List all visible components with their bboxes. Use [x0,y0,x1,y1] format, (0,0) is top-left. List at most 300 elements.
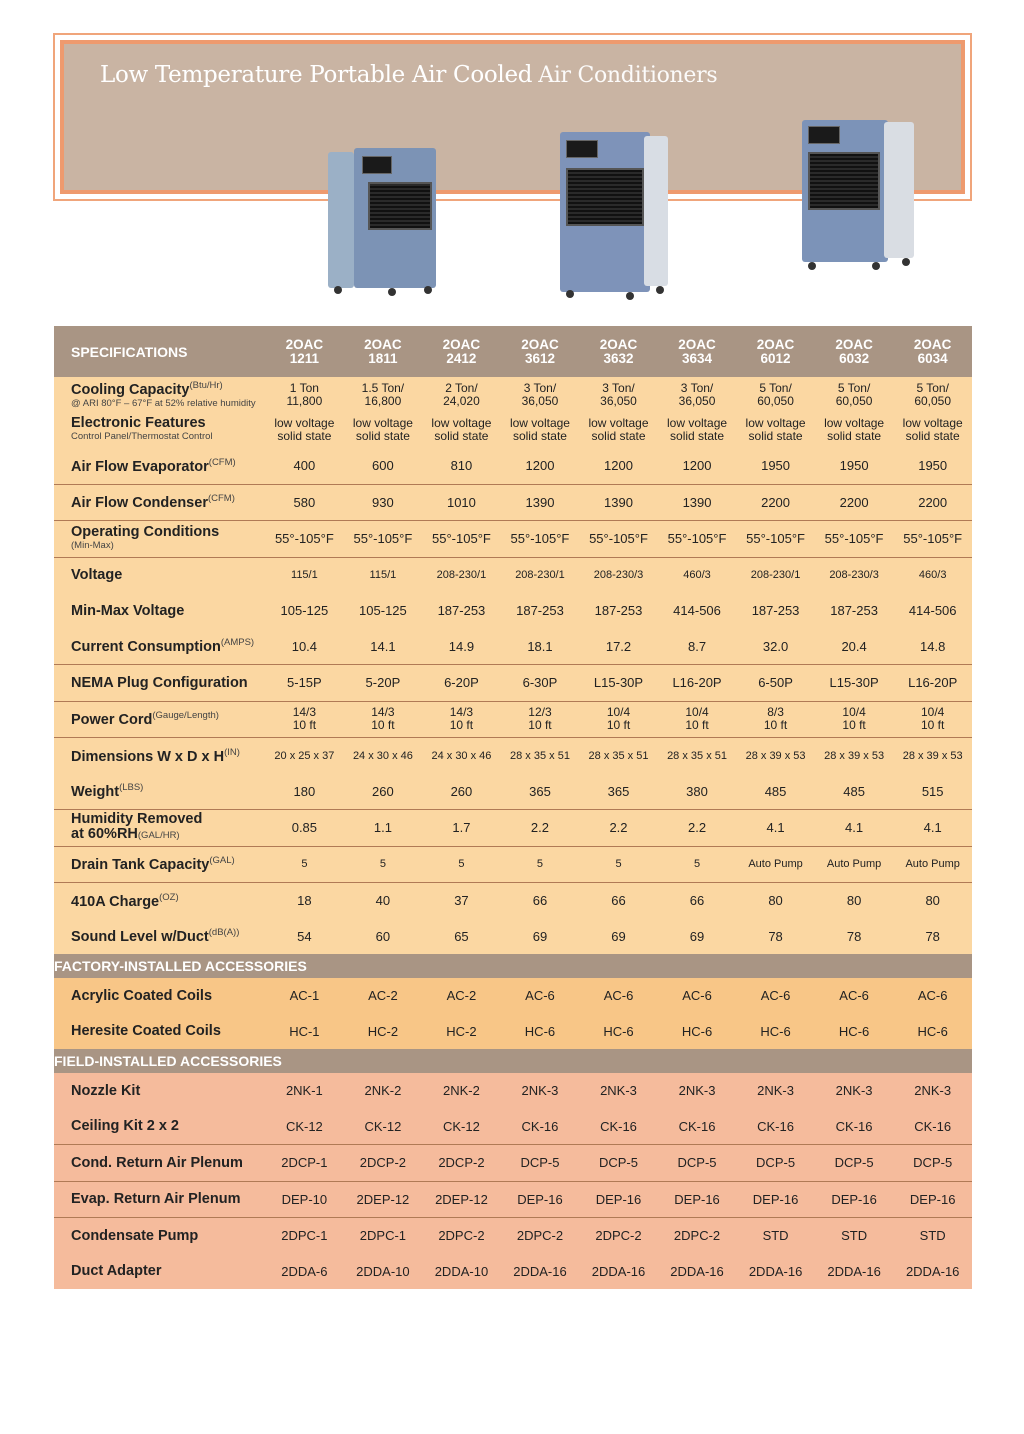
row-label-text: NEMA Plug Configuration [71,674,248,691]
table-cell: 14/3 10 ft [265,701,344,738]
table-cell: 5 Ton/ 60,050 [914,380,952,408]
row-label-text: Air Flow Evaporator [71,458,209,475]
table-cell: 2DDA-16 [748,1263,803,1279]
table-cell: 208-230/1 [736,557,815,593]
row-label [54,377,265,413]
table-cell: 2DDA-16 [513,1263,567,1279]
table-cell: AC-6 [839,988,869,1004]
table-cell: 2DDA-10 [434,1263,489,1279]
row-label [54,738,265,774]
table-cell: 6-30P [501,665,580,702]
table-cell: 580 [265,484,344,521]
row-label-text: Current Consumption [71,639,221,656]
table-cell: 400 [293,458,316,474]
model-number: 1211 [289,350,320,366]
row-label-text: Duct Adapter [71,1263,162,1280]
table-cell: 2DDA-16 [905,1263,960,1279]
table-cell: HC-1 [289,1023,320,1039]
table-cell: 80 [815,883,894,919]
table-cell: 28 x 39 x 53 [815,738,894,774]
table-row [54,1218,972,1254]
table-cell: 28 x 35 x 51 [658,738,737,774]
table-cell: AC-6 [760,988,791,1004]
model-series: 2OAC [913,336,952,352]
table-cell: 180 [293,783,316,799]
table-cell: 55°-105°F [579,521,658,558]
table-cell: CK-16 [835,1118,873,1134]
table-cell: 65 [454,928,469,944]
row-label-text: Power Cord [71,712,153,729]
table-cell: 5 Ton/ 60,050 [835,380,873,408]
table-row [54,810,972,847]
table-cell: 2DDA-10 [356,1263,410,1279]
table-cell: 10/4 10 ft [658,701,737,738]
table-cell: 55°-105°F [893,521,972,558]
row-sublabel: (Min-Max) [71,539,114,551]
table-cell: AC-2 [368,988,398,1004]
row-label [54,978,265,1014]
table-cell: 460/3 [658,557,737,593]
row-unit: (GAL/HR) [137,830,180,842]
table-cell: HC-6 [681,1023,713,1039]
table-cell: 28 x 39 x 53 [893,738,972,774]
table-cell: 1200 [525,458,555,474]
table-cell: 55°-105°F [658,521,737,558]
table-cell: 2DCP-1 [265,1145,344,1182]
table-cell: 1 Ton 11,800 [286,380,323,408]
table-cell: L16-20P [893,665,972,702]
row-unit: (LBS) [119,782,144,794]
model-header [815,326,894,377]
table-cell: 485 [764,783,787,799]
row-label-text: Evap. Return Air Plenum [71,1191,241,1208]
table-cell: 365 [529,783,551,799]
table-cell: 460/3 [893,557,972,593]
table-cell: 10/4 10 ft [815,701,894,738]
row-label-text: Ceiling Kit 2 x 2 [71,1118,179,1135]
table-row [54,665,972,702]
table-row [54,1014,972,1050]
table-row [54,593,972,629]
table-cell: 810 [450,458,473,474]
table-cell: 66 [658,883,737,919]
table-cell: DCP-5 [815,1145,894,1182]
model-number: 3612 [524,350,555,366]
factory-section-header [54,954,972,978]
row-label-text: Air Flow Condenser [71,495,208,512]
table-cell: 2NK-3 [600,1083,637,1099]
table-cell: 5 [265,846,344,883]
table-cell: L16-20P [658,665,737,702]
table-cell: 4.1 [815,810,894,847]
model-series: 2OAC [442,336,481,352]
row-unit: (Btu/Hr) [189,380,223,392]
row-label [54,557,265,593]
model-number: 1811 [368,350,398,366]
table-cell: 187-253 [516,603,564,619]
table-cell: 3 Ton/ 36,050 [521,380,559,408]
table-cell: 1950 [918,458,948,474]
model-header [893,326,972,377]
table-cell: 2DEP-12 [344,1181,423,1218]
table-cell: 930 [344,484,423,521]
table-row [54,774,972,810]
row-label-text: Dimensions W x D x H [71,748,225,765]
model-number: 3632 [603,350,634,366]
table-cell: CK-16 [678,1118,716,1134]
model-series: 2OAC [364,336,402,352]
table-cell: HC-2 [446,1023,477,1039]
table-cell: 28 x 39 x 53 [736,738,815,774]
title-light: Air Conditioners [538,63,718,88]
table-cell: HC-6 [603,1023,634,1039]
table-cell: CK-16 [600,1118,637,1134]
table-cell: 5 [579,846,658,883]
table-header-row [54,326,972,377]
product-image-small [328,148,436,296]
table-row [54,1254,972,1290]
product-image-medium [560,132,668,300]
table-cell: 187-253 [830,603,878,619]
table-cell: 380 [686,783,708,799]
model-series: 2OAC [835,336,873,352]
table-cell: 5 [658,846,737,883]
table-row [54,883,972,919]
table-cell: 2DPC-2 [658,1218,737,1254]
table-cell: 2DPC-2 [501,1218,580,1254]
table-row [54,1109,972,1145]
table-cell: 1200 [682,458,712,474]
table-cell: 187-253 [751,603,800,619]
table-cell: 8.7 [687,638,707,654]
table-cell: 24 x 30 x 46 [344,738,423,774]
table-cell: DEP-16 [736,1181,815,1218]
table-cell: 2 Ton/ 24,020 [443,380,480,408]
table-cell: 2200 [815,484,894,521]
table-cell: 3 Ton/ 36,050 [600,380,637,408]
table-cell: 485 [843,783,865,799]
row-label-text: Nozzle Kit [71,1082,141,1099]
table-cell: HC-6 [524,1023,556,1039]
table-cell: low voltage solid state [667,416,728,444]
table-cell: 54 [297,928,312,944]
table-cell: DEP-16 [893,1181,972,1218]
table-cell: 1390 [501,484,580,521]
table-cell: 2NK-2 [364,1083,402,1099]
table-cell: 55°-105°F [815,521,894,558]
row-label-text: Operating Conditions [71,523,220,540]
table-row [54,738,972,774]
row-unit: (OZ) [159,891,179,903]
model-number: 6032 [839,350,870,366]
table-cell: 80 [736,883,815,919]
model-header [579,326,658,377]
table-cell: low voltage solid state [824,416,885,444]
table-cell: 78 [768,928,783,944]
table-cell: 55°-105°F [344,521,423,558]
table-cell: 187-253 [594,603,643,619]
table-cell: STD [736,1218,815,1254]
table-row [54,484,972,521]
row-label [54,883,265,919]
table-cell: 2DPC-2 [422,1218,501,1254]
table-cell: 55°-105°F [265,521,344,558]
row-label-text: Drain Tank Capacity [71,857,210,874]
table-cell: 515 [921,783,944,799]
table-cell: HC-6 [917,1023,948,1039]
table-cell: 5 [344,846,423,883]
table-cell: 5 Ton/ 60,050 [757,380,794,408]
table-cell: 208-230/3 [579,557,658,593]
row-label-text: Min-Max Voltage [71,602,185,619]
table-cell: 414-506 [908,603,957,619]
table-cell: 2DPC-1 [344,1218,423,1254]
table-cell: 32.0 [762,638,789,654]
table-cell: 2200 [736,484,815,521]
row-label [54,701,265,738]
table-cell: 2NK-3 [757,1083,794,1099]
table-cell: 14.1 [370,638,396,654]
table-cell: AC-6 [917,988,948,1004]
table-cell: 10/4 10 ft [579,701,658,738]
table-row [54,1181,972,1218]
table-cell: STD [893,1218,972,1254]
row-label [54,1073,265,1109]
row-label-text: Sound Level w/Duct [71,929,209,946]
table-row [54,846,972,883]
model-number: 3634 [682,350,713,366]
table-row [54,629,972,665]
table-cell: 14.9 [448,638,475,654]
section-heading: FIELD-INSTALLED ACCESSORIES [54,1049,972,1073]
table-cell: CK-12 [285,1118,323,1134]
row-label [54,448,265,484]
table-cell: Auto Pump [815,846,894,883]
table-cell: 78 [846,928,862,944]
row-label-text: Acrylic Coated Coils [71,987,213,1004]
table-cell: 2DDA-16 [591,1263,646,1279]
table-cell: HC-6 [838,1023,870,1039]
table-cell: 78 [925,928,940,944]
model-header [658,326,737,377]
row-label [54,593,265,629]
table-cell: 2200 [893,484,972,521]
table-cell: 80 [893,883,972,919]
row-label [54,810,265,847]
table-cell: DEP-16 [501,1181,580,1218]
row-label [54,1254,265,1290]
table-cell: low voltage solid state [352,416,413,444]
table-cell: 28 x 35 x 51 [501,738,580,774]
table-cell: 4.1 [736,810,815,847]
table-cell: 37 [422,883,501,919]
table-cell: 1390 [579,484,658,521]
table-cell: 60 [375,928,391,944]
row-label-text: Cond. Return Air Plenum [71,1154,243,1171]
table-cell: 2DCP-2 [344,1145,423,1182]
table-cell: HC-2 [367,1023,399,1039]
table-cell: 2DEP-12 [422,1181,501,1218]
table-cell: 6-20P [422,665,501,702]
table-cell: 18.1 [527,638,553,654]
model-number: 2412 [446,350,477,366]
table-cell: DCP-5 [579,1145,658,1182]
row-label-text: Weight [71,784,120,801]
table-cell: low voltage solid state [431,416,492,444]
row-label [54,919,265,955]
table-cell: 2DDA-6 [281,1263,328,1279]
table-cell: 69 [689,928,705,944]
table-cell: 2.2 [579,810,658,847]
row-label [54,774,265,810]
table-row [54,448,972,484]
model-series: 2OAC [521,336,559,352]
table-cell: 1010 [422,484,501,521]
table-cell: 6-50P [736,665,815,702]
row-unit: (CFM) [207,493,235,505]
row-label [54,1014,265,1050]
table-cell: 115/1 [265,557,344,593]
row-unit: (GAL) [209,855,235,867]
table-row [54,521,972,558]
table-cell: 2NK-2 [443,1083,480,1099]
table-cell: 2DDA-16 [670,1263,724,1279]
table-cell: L15-30P [579,665,658,702]
table-cell: 10.4 [291,638,318,654]
title-bold: Low Temperature Portable Air Cooled [100,62,533,88]
section-heading: FACTORY-INSTALLED ACCESSORIES [54,954,972,978]
table-cell: 2DPC-1 [265,1218,344,1254]
table-cell: DCP-5 [501,1145,580,1182]
table-row [54,978,972,1014]
table-cell: 14.8 [920,638,946,654]
row-unit: (IN) [224,746,240,758]
table-cell: CK-16 [914,1118,952,1134]
table-cell: 2NK-3 [835,1083,873,1099]
table-cell: 600 [372,458,394,474]
row-label-text: Humidity Removed [71,811,203,828]
table-cell: 1200 [604,458,633,474]
table-cell: 17.2 [605,638,632,654]
row-unit: (CFM) [208,456,236,468]
table-cell: 12/3 10 ft [501,701,580,738]
table-cell: 8/3 10 ft [736,701,815,738]
table-cell: STD [815,1218,894,1254]
specifications-heading: SPECIFICATIONS [71,343,188,360]
table-cell: low voltage solid state [745,416,806,444]
model-header [422,326,501,377]
table-cell: 69 [611,928,626,944]
table-cell: 2NK-3 [914,1083,952,1099]
table-cell: 5 [422,846,501,883]
table-row [54,413,972,449]
row-label-text: 410A Charge [71,893,160,910]
table-cell: 2DCP-2 [422,1145,501,1182]
field-section-header [54,1049,972,1073]
model-series: 2OAC [285,336,324,352]
table-cell: 18 [265,883,344,919]
table-cell: DCP-5 [658,1145,737,1182]
row-label [54,1145,265,1182]
table-cell: 5-15P [265,665,344,702]
table-cell: 4.1 [893,810,972,847]
table-cell: DCP-5 [736,1145,815,1182]
table-row [54,701,972,738]
table-cell: 2.2 [658,810,737,847]
row-unit: (AMPS) [220,637,255,649]
table-cell: 2NK-1 [285,1083,323,1099]
model-series: 2OAC [599,336,638,352]
table-cell: 1950 [761,458,791,474]
table-cell: 2DPC-2 [579,1218,658,1254]
row-sublabel: @ ARI 80°F – 67°F at 52% relative humidity [71,398,256,410]
table-cell: low voltage solid state [509,416,570,444]
table-cell: 105-125 [280,603,329,619]
table-cell: 365 [607,783,630,799]
table-cell: AC-6 [603,988,634,1004]
model-number: 6012 [760,350,791,366]
table-cell: 2.2 [501,810,580,847]
row-unit: (Gauge/Length) [152,710,219,722]
table-cell: DEP-16 [579,1181,658,1218]
model-series: 2OAC [756,336,795,352]
row-label [54,665,265,702]
table-cell: 187-253 [437,603,486,619]
table-cell: AC-6 [682,988,712,1004]
table-row [54,1145,972,1182]
model-number: 6034 [917,350,948,366]
table-cell: 2NK-3 [521,1083,559,1099]
model-header [344,326,423,377]
table-cell: 5-20P [344,665,423,702]
row-sublabel: Control Panel/Thermostat Control [71,431,213,443]
table-cell: CK-16 [521,1118,559,1134]
table-cell: 20 x 25 x 37 [265,738,344,774]
table-cell: 260 [450,783,473,799]
table-cell: AC-2 [446,988,477,1004]
row-label-text-2: at 60%RH [71,826,138,843]
row-label [54,629,265,665]
table-row [54,919,972,955]
table-cell: low voltage solid state [902,416,963,444]
table-cell: low voltage solid state [274,416,335,444]
table-cell: L15-30P [815,665,894,702]
table-cell: DCP-5 [893,1145,972,1182]
table-cell: 14/3 10 ft [422,701,501,738]
table-cell: 55°-105°F [422,521,501,558]
table-cell: Auto Pump [736,846,815,883]
table-cell: 414-506 [673,603,721,619]
table-cell: low voltage solid state [588,416,649,444]
product-image-large [802,120,914,272]
table-row [54,1073,972,1109]
table-cell: 66 [501,883,580,919]
table-row [54,377,972,413]
model-series: 2OAC [678,336,716,352]
table-cell: 40 [344,883,423,919]
table-cell: 208-230/3 [815,557,894,593]
row-label [54,846,265,883]
table-cell: 1.1 [344,810,423,847]
table-cell: 1950 [839,458,869,474]
specifications-table [54,326,972,1289]
table-cell: CK-12 [364,1118,402,1134]
table-cell: DEP-16 [658,1181,737,1218]
row-label-text: Electronic Features [71,415,206,432]
row-label-text: Heresite Coated Coils [71,1023,221,1040]
model-header [736,326,815,377]
table-row [54,557,972,593]
